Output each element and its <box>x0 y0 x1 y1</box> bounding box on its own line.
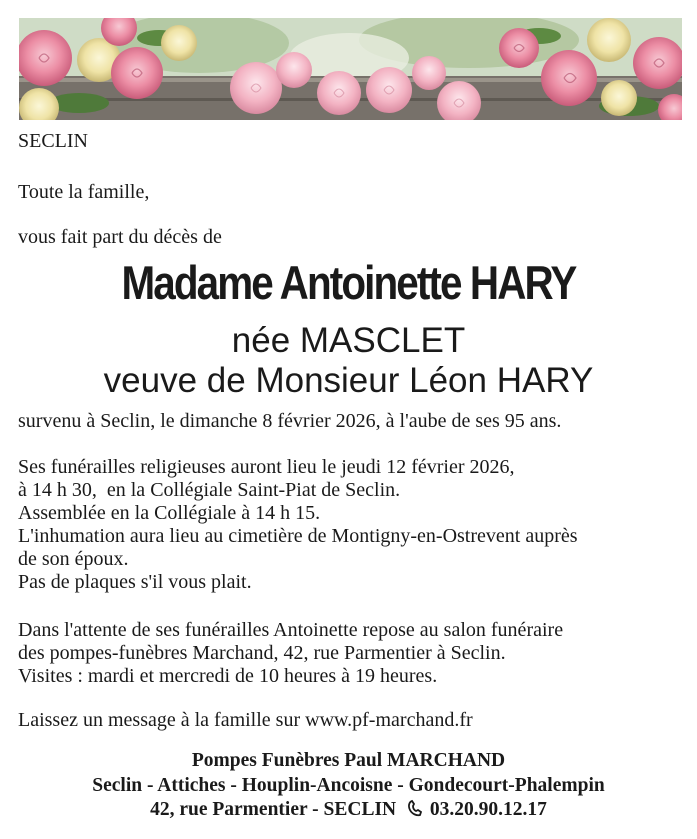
town: SECLIN <box>18 130 88 152</box>
company-locations: Seclin - Attiches - Houplin-Ancoisne - Gondecourt-Phalempin <box>92 775 605 796</box>
widow-of: veuve de Monsieur Léon HARY <box>103 361 594 400</box>
funeral-line: L'inhumation aura lieu au cimetière de Montigny-en-Ostrevent auprès <box>18 525 578 547</box>
funeral-line: Ses funérailles religieuses auront lieu le jeudi 12 février 2026, <box>18 456 515 478</box>
maiden-name: née MASCLET <box>231 321 466 360</box>
visit-line: Visites : mardi et mercredi de 10 heures à 19 heures. <box>18 665 438 687</box>
visit-line: des pompes-funèbres Marchand, 42, rue Parmentier à Seclin. <box>18 642 506 664</box>
death-details: survenu à Seclin, le dimanche 8 février 2026, à l'aube de ses 95 ans. <box>18 410 562 432</box>
deceased-name: Madame Antoinette HARY <box>121 256 576 309</box>
funeral-line: Assemblée en la Collégiale à 14 h 15. <box>18 502 321 524</box>
family-line: Toute la famille, <box>18 181 150 203</box>
company-name: Pompes Funèbres Paul MARCHAND <box>191 750 506 771</box>
funeral-line: à 14 h 30, en la Collégiale Saint-Piat de Seclin. <box>18 479 401 501</box>
phone-icon <box>407 799 425 817</box>
roses-banner-image <box>19 18 682 120</box>
company-address: 42, rue Parmentier - SECLIN <box>150 799 397 820</box>
company-contact <box>0 798 697 822</box>
visit-line: Dans l'attente de ses funérailles Antoinette repose au salon funéraire <box>18 619 564 641</box>
funeral-line: Pas de plaques s'il vous plait. <box>18 571 252 593</box>
company-phone: 03.20.90.12.17 <box>429 799 547 820</box>
message-line: Laissez un message à la famille sur www.pf-marchand.fr <box>18 709 473 731</box>
funeral-line: de son époux. <box>18 548 129 570</box>
announce-line: vous fait part du décès de <box>18 226 222 248</box>
